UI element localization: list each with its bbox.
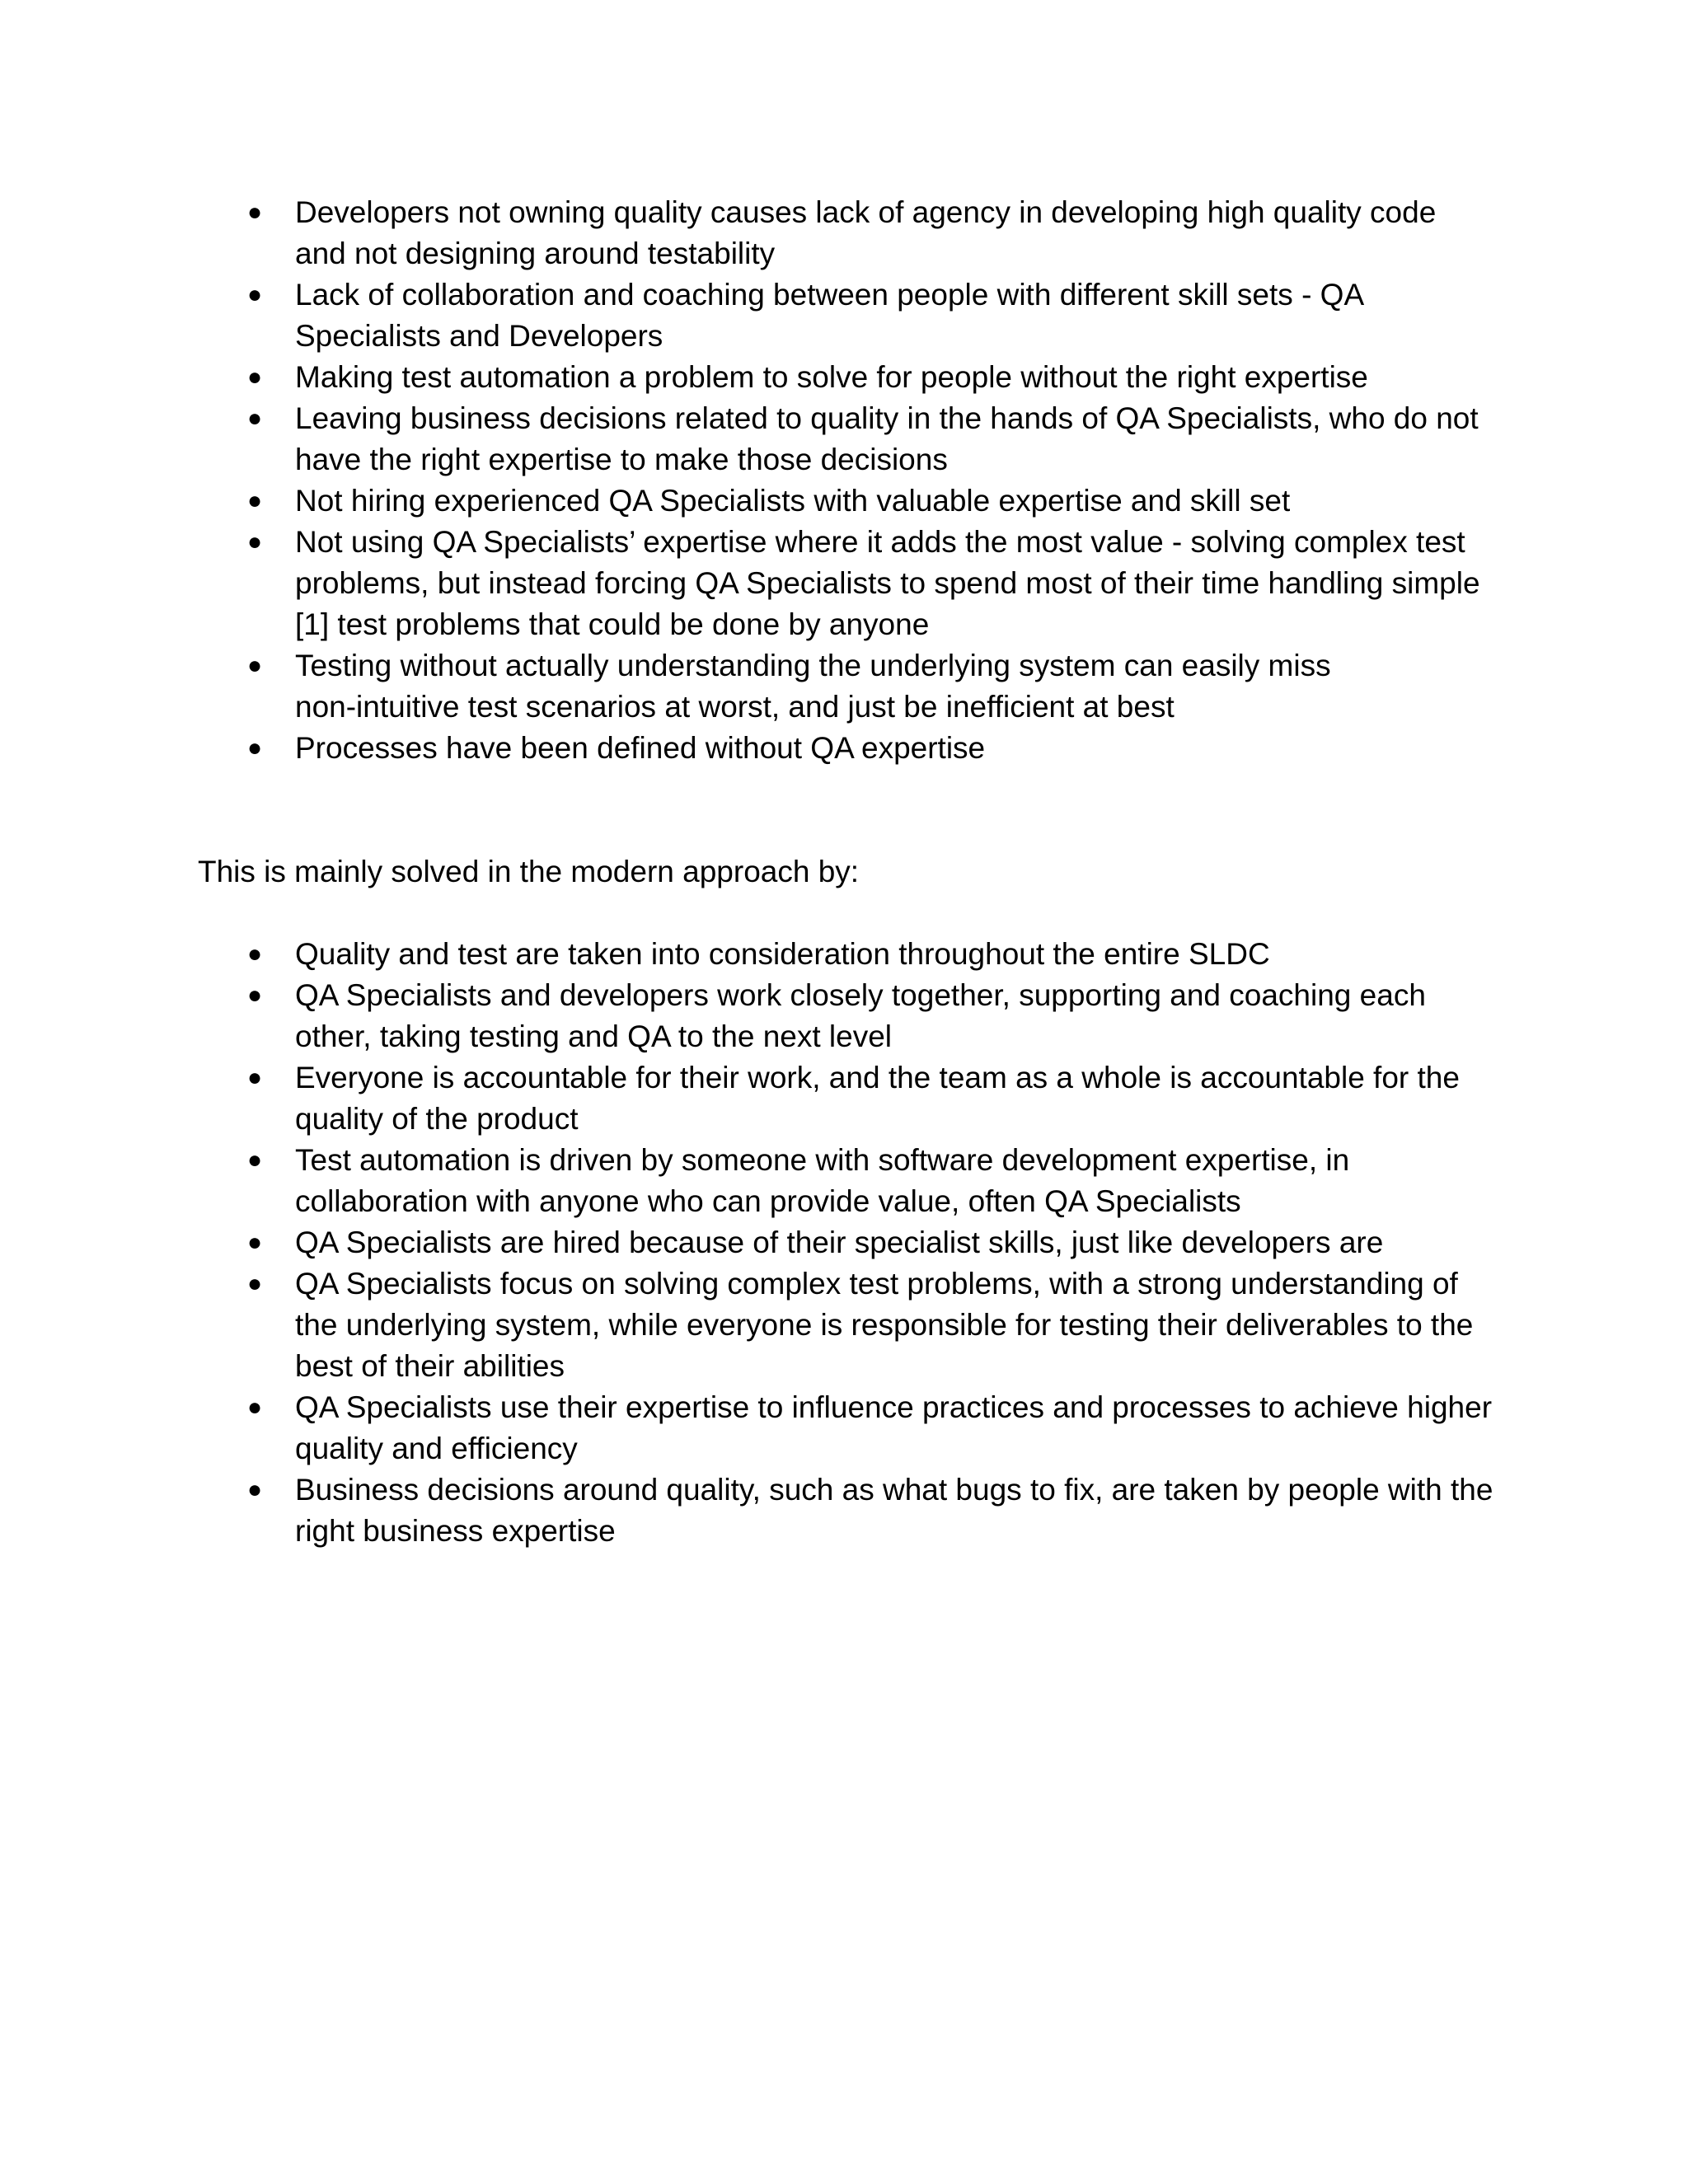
bullet-icon: ● xyxy=(247,528,263,555)
bullet-icon: ● xyxy=(247,652,263,679)
intro-block xyxy=(198,851,1500,893)
list-item xyxy=(198,934,1500,975)
bullet-icon: ● xyxy=(247,1476,263,1503)
bullet-icon: ● xyxy=(247,940,263,968)
list-item-text: Testing without actually understanding the underlying system can easily miss non-intuitive test scenarios at worst, and just be inefficient at best xyxy=(295,649,1331,724)
bullet-icon: ● xyxy=(247,199,263,226)
bullet-icon: ● xyxy=(247,734,263,762)
list-item xyxy=(198,192,1500,274)
bullet-icon: ● xyxy=(247,1146,263,1174)
list-item-text: Not using QA Specialists’ expertise where it adds the most value - solving complex test problems, but instead forcing QA Specialists to spend most of their time handling simple [1] test problems that could be done by anyone xyxy=(295,525,1480,641)
list-item xyxy=(198,975,1500,1057)
list-item-text: Not hiring experienced QA Specialists with valuable expertise and skill set xyxy=(295,484,1291,518)
list-item xyxy=(198,480,1500,522)
list-item xyxy=(198,1222,1500,1263)
list-item-text: Quality and test are taken into consideration throughout the entire SLDC xyxy=(295,937,1270,971)
list-item xyxy=(198,274,1500,357)
list-item xyxy=(198,1140,1500,1222)
bullet-icon: ● xyxy=(247,405,263,432)
bullet-icon: ● xyxy=(247,487,263,514)
document-content xyxy=(198,192,1500,1552)
bullet-icon: ● xyxy=(247,1394,263,1421)
list-item-text: Making test automation a problem to solve for people without the right expertise xyxy=(295,360,1368,394)
list-item-text: Lack of collaboration and coaching between people with different skill sets - QA Specialists and Developers xyxy=(295,278,1365,353)
list-item xyxy=(198,1263,1500,1387)
list-item-text: Leaving business decisions related to quality in the hands of QA Specialists, who do not have the right expertise to make those decisions xyxy=(295,401,1479,476)
list-item-text: Business decisions around quality, such as what bugs to fix, are taken by people with the right business expertise xyxy=(295,1473,1493,1548)
list-item-text: QA Specialists and developers work closely together, supporting and coaching each other, taking testing and QA to the next level xyxy=(295,978,1426,1053)
bullet-icon: ● xyxy=(247,363,263,391)
list-item xyxy=(198,1387,1500,1469)
problems-list xyxy=(198,192,1500,769)
list-item-text: QA Specialists are hired because of their specialist skills, just like developers are xyxy=(295,1226,1384,1259)
list-item xyxy=(198,1469,1500,1552)
bullet-icon: ● xyxy=(247,1064,263,1091)
solutions-list xyxy=(198,934,1500,1552)
bullet-icon: ● xyxy=(247,1270,263,1297)
bullet-icon: ● xyxy=(247,281,263,308)
list-item-text: QA Specialists use their expertise to influence practices and processes to achieve higher quality and efficiency xyxy=(295,1390,1493,1465)
list-item xyxy=(198,398,1500,480)
list-item-text: QA Specialists focus on solving complex test problems, with a strong understanding of the underlying system, while everyone is responsible for testing their deliverables to the best of their abilities xyxy=(295,1267,1474,1383)
list-item xyxy=(198,645,1500,728)
list-item-text: Test automation is driven by someone with software development expertise, in collaboration with anyone who can provide value, often QA Specialists xyxy=(295,1143,1350,1218)
list-item xyxy=(198,728,1500,769)
list-item xyxy=(198,522,1500,645)
bullet-icon: ● xyxy=(247,1229,263,1256)
bullet-icon: ● xyxy=(247,982,263,1009)
list-item-text: Everyone is accountable for their work, and the team as a whole is accountable for the quality of the product xyxy=(295,1061,1460,1136)
intro-paragraph: This is mainly solved in the modern approach by: xyxy=(198,855,860,888)
list-item-text: Processes have been defined without QA expertise xyxy=(295,731,986,765)
list-item xyxy=(198,1057,1500,1140)
list-item xyxy=(198,357,1500,398)
list-item-text: Developers not owning quality causes lack of agency in developing high quality code and not designing around testability xyxy=(295,195,1437,270)
